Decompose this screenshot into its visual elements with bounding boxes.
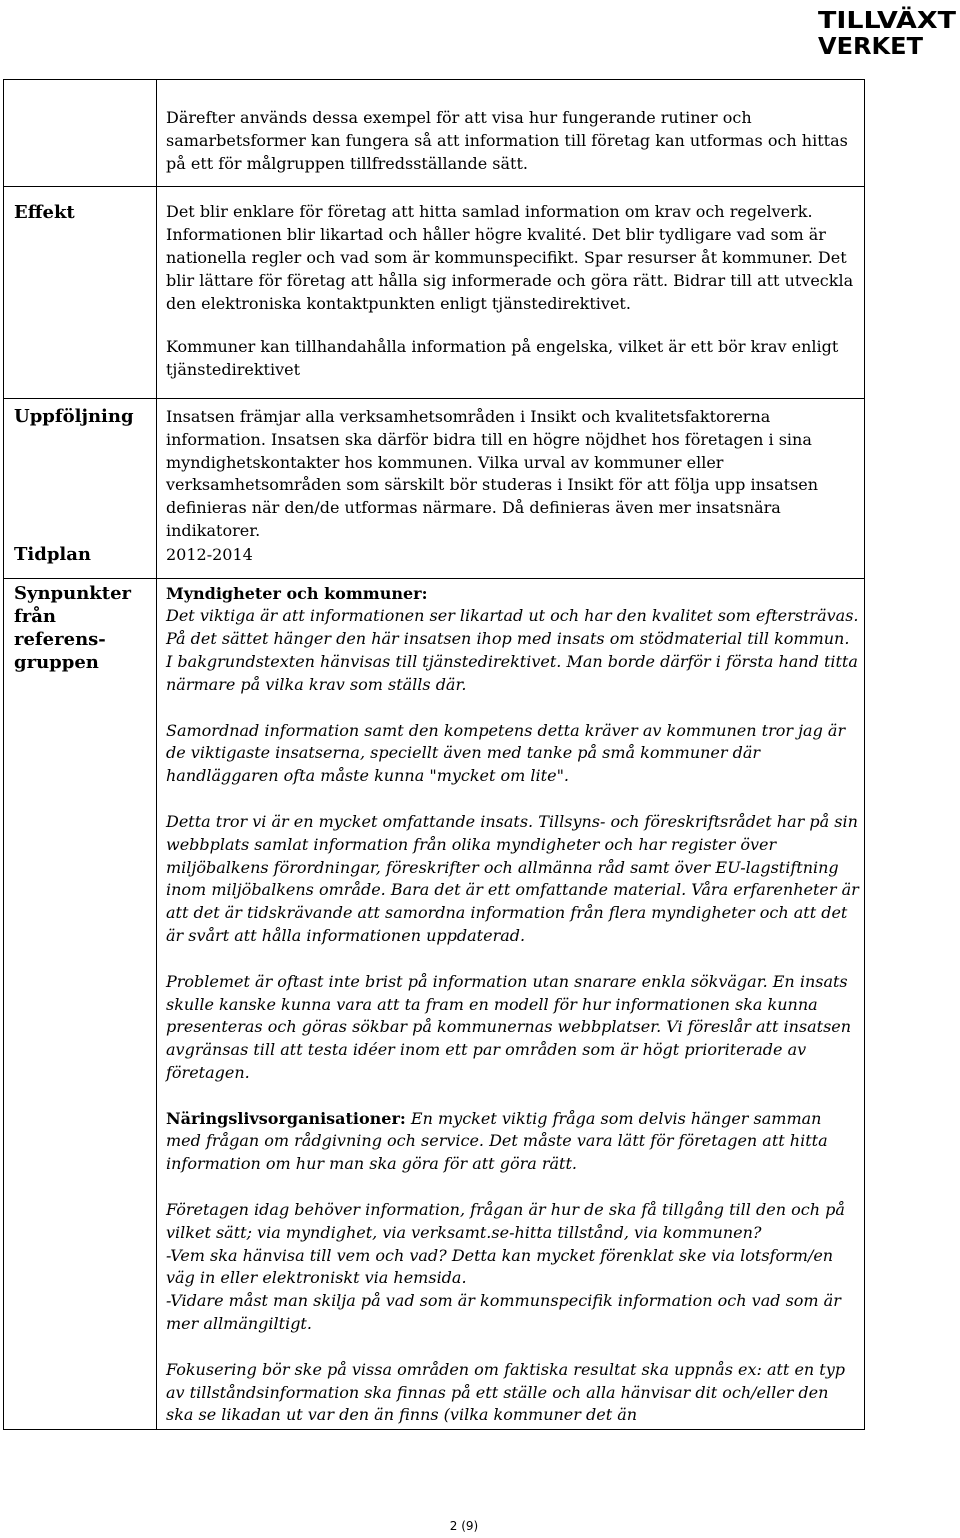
intro-cell: [157, 80, 865, 187]
naringsliv-heading: Näringslivsorganisationer:: [166, 1108, 406, 1128]
naringsliv-paragraph-2: [157, 1176, 864, 1336]
effekt-paragraph-1: Det blir enklare för företag att hitta samlad information om krav och regelverk. Informationen blir likartad och håller högre kvalité. Det blir tydligare vad som är nationella regler och vad som är kommunspecifikt. Spar resurser åt kommuner. Det blir lättare för företag att hålla sig informerade och göra rätt. Bidrar till att utveckla den elektroniska kontaktpunkten enligt tjänstedirektivet.: [166, 202, 854, 313]
effekt-row: [4, 187, 865, 399]
effekt-label: Effekt: [14, 202, 75, 224]
effekt-paragraph-2: Kommuner kan tillhandahålla information på engelska, vilket är ett bör krav enligt tjänstedirektivet: [166, 337, 839, 380]
tidplan-label: Tidplan: [14, 543, 91, 565]
naringsliv-paragraph-3: Fokusering bör ske på vissa områden om faktiska resultat ska uppnås ex: att en typ av tillståndsinformation ska finnas på ett ställe och alla hänvisar dit och/eller den ska se likadan ut var den än finns (vilka kommuner det än: [166, 1359, 846, 1425]
myndigheter-block: [157, 579, 864, 697]
synpunkter-label-line-4: gruppen: [14, 651, 99, 673]
naringsliv-paragraph-2-line-3: -Vidare måst man skilja på vad som är kommunspecifik information och vad som är mer allmängiltigt.: [166, 1291, 841, 1334]
logo-line1: TILLVÄXT: [818, 8, 936, 34]
tidplan-row: [4, 543, 865, 578]
myndigheter-paragraph-1: Det viktiga är att informationen ser likartad ut och har den kvalitet som eftersträvas. På det sättet hänger den här insatsen ihop med insats om stödmaterial till kommun. I bakgrundstexten hänvisas till tjänstedirektivet. Man borde därför i första hand titta närmare på vilka krav som ställs där.: [166, 606, 859, 694]
naringsliv-paragraph-2-line-2: -Vem ska hänvisa till vem och vad? Detta kan mycket förenklat ske via lotsform/en väg in eller elektroniskt via hemsida.: [166, 1245, 834, 1288]
effekt-cell: [157, 187, 865, 399]
myndigheter-paragraph-2: Samordnad information samt den kompetens detta kräver av kommunen tror jag är de viktigaste insatserna, speciellt även med tanke på små kommuner där handläggaren ofta måste kunna "mycket om lite".: [166, 720, 846, 786]
naringsliv-paragraph-1: En mycket viktig fråga som delvis hänger samman med frågan om rådgivning och service. Det måste vara lätt för företagen att hitta information om hur man ska göra för att göra rätt.: [166, 1108, 828, 1174]
synpunkter-row: [4, 578, 865, 1430]
intro-row: [4, 80, 865, 187]
synpunkter-label-cell: [4, 578, 157, 1430]
synpunkter-label: [4, 579, 156, 674]
tillvaxtverket-logo: [818, 4, 958, 60]
uppfoljning-label-cell: [4, 398, 157, 542]
uppfoljning-text: Insatsen främjar alla verksamhetsområden i Insikt och kvalitetsfaktorerna information. Insatsen ska därför bidra till en högre nöjdhet hos företagen i sina myndighetskontakter hos kommunen. Vilka urval av kommuner eller verksamhetsområden som särskilt bör studeras i Insikt för att följa upp insatsen definieras när den/de utformas närmare. Då definieras även mer insatsnära indikatorer.: [166, 406, 819, 540]
uppfoljning-label: Uppföljning: [14, 405, 134, 427]
myndigheter-heading: Myndigheter och kommuner:: [166, 583, 428, 603]
naringsliv-paragraph-2-line-1: Företagen idag behöver information, frågan är hur de ska få tillgång till den och på vilket sätt; via myndighet, via verksamt.se-hitta tillstånd, via kommunen?: [166, 1200, 845, 1242]
tidplan-value: 2012-2014: [166, 544, 253, 564]
uppfoljning-row: [4, 398, 865, 542]
myndigheter-paragraph-4: Problemet är oftast inte brist på information utan snarare enkla sökvägar. En insats skulle kanske kunna vara att ta fram en modell för hur informationen ska kunna presenteras och göras sökbar på kommunernas webbplatser. Vi föreslår att insatsen avgränsas till att testa idéer inom ett par områden som är högt prioriterade av företagen.: [166, 971, 852, 1082]
synpunkter-label-line-3: referens-: [14, 628, 106, 650]
intro-label-cell: [4, 80, 157, 187]
intro-text: Därefter används dessa exempel för att visa hur fungerande rutiner och samarbetsformer kan fungera så att information till företag kan utformas och hittas på ett för målgruppen tillfredsställande sätt.: [166, 108, 848, 173]
synpunkter-label-line-2: från: [14, 605, 56, 627]
synpunkter-cell: [157, 578, 865, 1430]
myndigheter-paragraph-3: Detta tror vi är en mycket omfattande insats. Tillsyns- och föreskriftsrådet har på sin webbplats samlat information från olika myndigheter och har register över miljöbalkens förordningar, föreskrifter och allmänna råd samt över EU-lagstiftning inom miljöbalkens område. Bara det är ett omfattande material. Våra erfarenheter är att det är tidskrävande att samordna information från flera myndigheter och att det är svårt att hålla informationen uppdaterad.: [166, 811, 859, 945]
logo-line2: VERKET: [818, 34, 924, 60]
naringsliv-block: [157, 1085, 864, 1176]
tidplan-label-cell: [4, 543, 157, 578]
effekt-label-cell: [4, 187, 157, 399]
synpunkter-label-line-1: Synpunkter: [14, 582, 132, 604]
tidplan-cell: [157, 543, 865, 578]
page-number: 2 (9): [449, 1519, 479, 1533]
project-table: [3, 79, 865, 1430]
uppfoljning-cell: [157, 398, 865, 542]
